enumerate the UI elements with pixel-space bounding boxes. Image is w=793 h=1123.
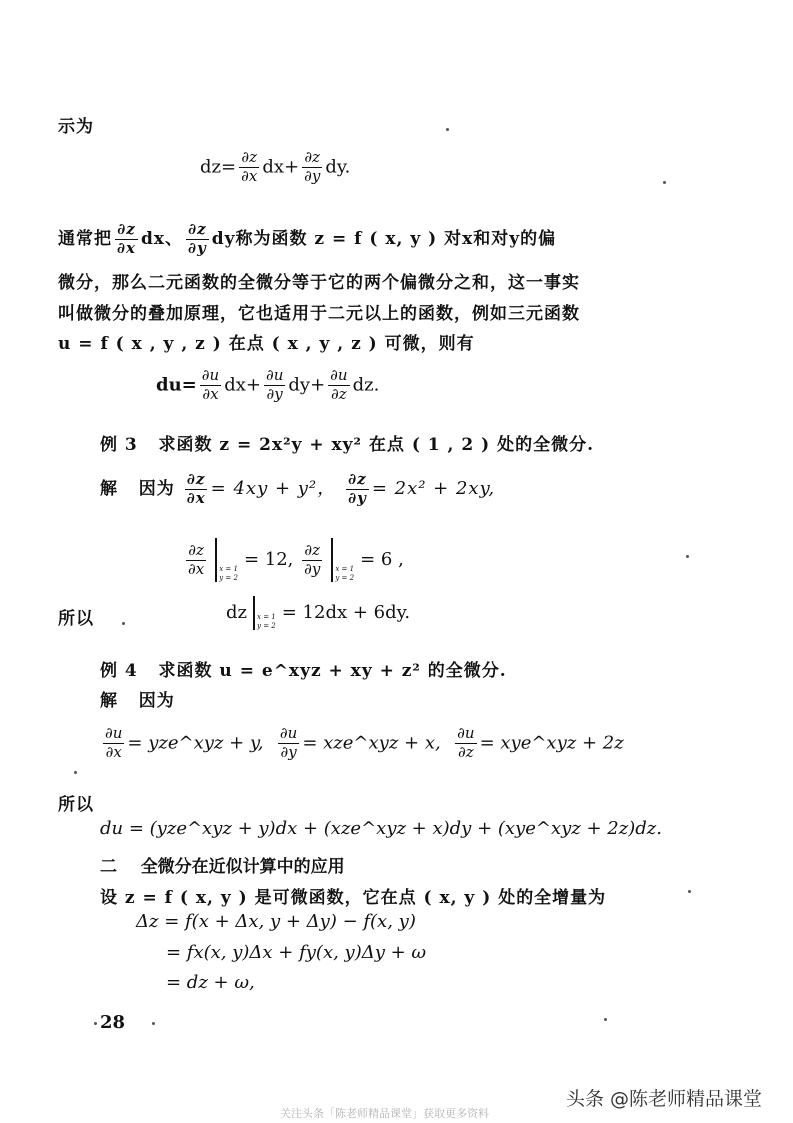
eval-condition (257, 613, 276, 630)
frac-num: ∂z (186, 470, 206, 488)
frac-den: ∂y (304, 559, 321, 578)
example-3 (100, 430, 594, 455)
cond-y: y = 2 (219, 573, 238, 582)
cond-y: y = 2 (257, 621, 276, 630)
scan-speck (446, 128, 449, 131)
equation-three-variable (156, 368, 379, 403)
cond-x: x = 1 (219, 565, 238, 574)
frac-dz-dx-eval (186, 540, 206, 578)
solution-label: 解 (100, 691, 118, 711)
footer-text: 关注头条「陈老师精品课堂」获取更多资料 (280, 1107, 489, 1120)
frac-dz-dy-inline (186, 222, 209, 257)
eq2-lhs: du= (156, 374, 197, 396)
eq2-mid1: dx+ (224, 374, 261, 396)
value-6: = 6 , (360, 549, 404, 570)
frac-den: ∂x (117, 238, 136, 257)
frac-den: ∂x (202, 384, 219, 403)
page-number: 28 (100, 1012, 126, 1033)
frac-dz-dx-sol (185, 472, 208, 507)
p1-start: 通常把 (58, 228, 112, 249)
p1-b: dy称为函数 z = f ( x, y ) 对x和对y的偏 (211, 228, 557, 249)
eval-bar (253, 596, 255, 630)
evaluated-partials (183, 538, 404, 582)
increment-line-2: = fx(x, y)Δx + fy(x, y)Δy + ω (166, 942, 427, 963)
frac-du-dz (328, 368, 349, 403)
eq1-end: dy. (325, 156, 351, 178)
eval-bar (215, 538, 217, 582)
eq2-end: dz. (352, 374, 380, 396)
cond-y: y = 2 (335, 573, 355, 582)
frac-du-dz-4 (455, 726, 476, 761)
frac-den: ∂x (241, 166, 258, 185)
example-3-text: 求函数 z = 2x²y + xy² 在点 ( 1 , 2 ) 处的全微分. (158, 435, 595, 455)
dz-symbol: dz (226, 602, 248, 623)
du-dz-rhs: = xye^xyz + 2z (479, 732, 624, 754)
cond-x: x = 1 (257, 613, 276, 622)
frac-den: ∂z (458, 742, 474, 761)
frac-den: ∂x (186, 488, 206, 507)
paragraph-line-4: u = f ( x , y , z ) 在点 ( x , y , z ) 可微，则有 (58, 334, 475, 354)
frac-dz-dx-inline (115, 222, 138, 257)
frac-du-dy (264, 368, 285, 403)
solution-label: 解 (100, 478, 118, 499)
dz-result-value: = 12dx + 6dy. (281, 602, 411, 623)
frac-num: ∂z (117, 220, 136, 238)
frac-num: ∂z (241, 148, 258, 166)
frac-num: ∂u (265, 366, 284, 384)
scan-speck (122, 622, 125, 625)
solution-because: 因为 (138, 478, 175, 499)
frac-num: ∂u (330, 366, 348, 384)
frac-du-dx-4 (103, 726, 124, 761)
frac-den: ∂x (188, 559, 205, 578)
du-dy-rhs: = xze^xyz + x, (302, 732, 441, 754)
frac-num: ∂z (188, 540, 204, 559)
frac-den: ∂y (266, 384, 283, 403)
increment-line-1: Δz = f(x + Δx, y + Δy) − f(x, y) (136, 911, 416, 932)
solution-4-header (100, 686, 175, 711)
frac-den: ∂y (280, 742, 297, 761)
frac-du-dx (200, 368, 221, 403)
paragraph-line-1 (58, 222, 556, 257)
therefore-2: 所以 (58, 795, 94, 815)
frac-num: ∂z (304, 540, 321, 559)
frac-den: ∂y (304, 166, 321, 185)
frac-dz-dy-sol (346, 472, 369, 507)
frac-num: ∂z (188, 220, 207, 238)
scan-speck (604, 1018, 607, 1021)
frac-dz-dy-eval (302, 540, 322, 578)
sol3-eq2: = 2x² + 2xy, (371, 477, 496, 499)
frac-num: ∂z (304, 148, 321, 166)
section-heading (100, 852, 345, 877)
example-4-label: 例 4 (100, 661, 138, 681)
equation-total-differential (200, 150, 350, 185)
u-partials (100, 726, 624, 761)
frac-den: ∂z (331, 384, 347, 403)
therefore-1: 所以 (58, 609, 94, 629)
increment-line-3: = dz + ω, (166, 972, 255, 993)
dz-result (226, 596, 410, 630)
frac-den: ∂y (348, 488, 367, 507)
paragraph-line-3: 叫做微分的叠加原理，它也适用于二元以上的函数，例如三元函数 (58, 304, 580, 324)
solution-3-partials (100, 472, 495, 507)
frac-dz-dy (302, 150, 322, 185)
scan-speck (94, 1022, 97, 1025)
section-title: 全微分在近似计算中的应用 (140, 857, 345, 877)
du-dx-rhs: = yze^xyz + y, (127, 732, 264, 754)
frac-du-dy-4 (278, 726, 299, 761)
scan-speck (152, 1022, 155, 1025)
du-full: du = (yze^xyz + y)dx + (xze^xyz + x)dy + (xye^xyz + 2z)dz. (100, 818, 662, 839)
scan-speck (663, 181, 666, 184)
p1-a: dx、 (140, 228, 183, 249)
frac-num: ∂u (105, 724, 123, 742)
cond-x: x = 1 (335, 565, 355, 574)
eq1-mid: dx+ (262, 156, 300, 178)
frac-num: ∂z (348, 470, 367, 488)
paragraph-increment: 设 z = f ( x, y ) 是可微函数，它在点 ( x, y ) 处的全增量为 (100, 888, 607, 908)
example-4 (100, 656, 507, 681)
scan-speck (686, 555, 689, 558)
solution-because: 因为 (138, 691, 175, 711)
frac-num: ∂u (201, 366, 220, 384)
eval-condition (335, 565, 354, 582)
eq1-lhs: dz= (200, 156, 237, 178)
frac-den: ∂x (105, 742, 122, 761)
paragraph-line-2: 微分，那么二元函数的全微分等于它的两个偏微分之和，这一事实 (58, 273, 580, 293)
scan-speck (688, 890, 691, 893)
example-4-text: 求函数 u = e^xyz + xy + z² 的全微分. (158, 661, 507, 681)
frac-num: ∂u (457, 724, 475, 742)
example-3-label: 例 3 (100, 435, 138, 455)
eval-bar (331, 538, 333, 582)
eq2-mid2: dy+ (288, 374, 326, 396)
frac-dz-dx (239, 150, 259, 185)
sol3-eq1: = 4xy + y²， (210, 477, 337, 499)
frac-den: ∂y (188, 238, 207, 257)
eval-condition (219, 565, 238, 582)
section-number: 二 (100, 857, 117, 877)
frac-num: ∂u (279, 724, 298, 742)
watermark: 头条 @陈老师精品课堂 (566, 1088, 763, 1110)
scan-speck (74, 771, 77, 774)
text-line-shiwei: 示为 (58, 117, 94, 137)
value-12: = 12, (243, 549, 294, 570)
